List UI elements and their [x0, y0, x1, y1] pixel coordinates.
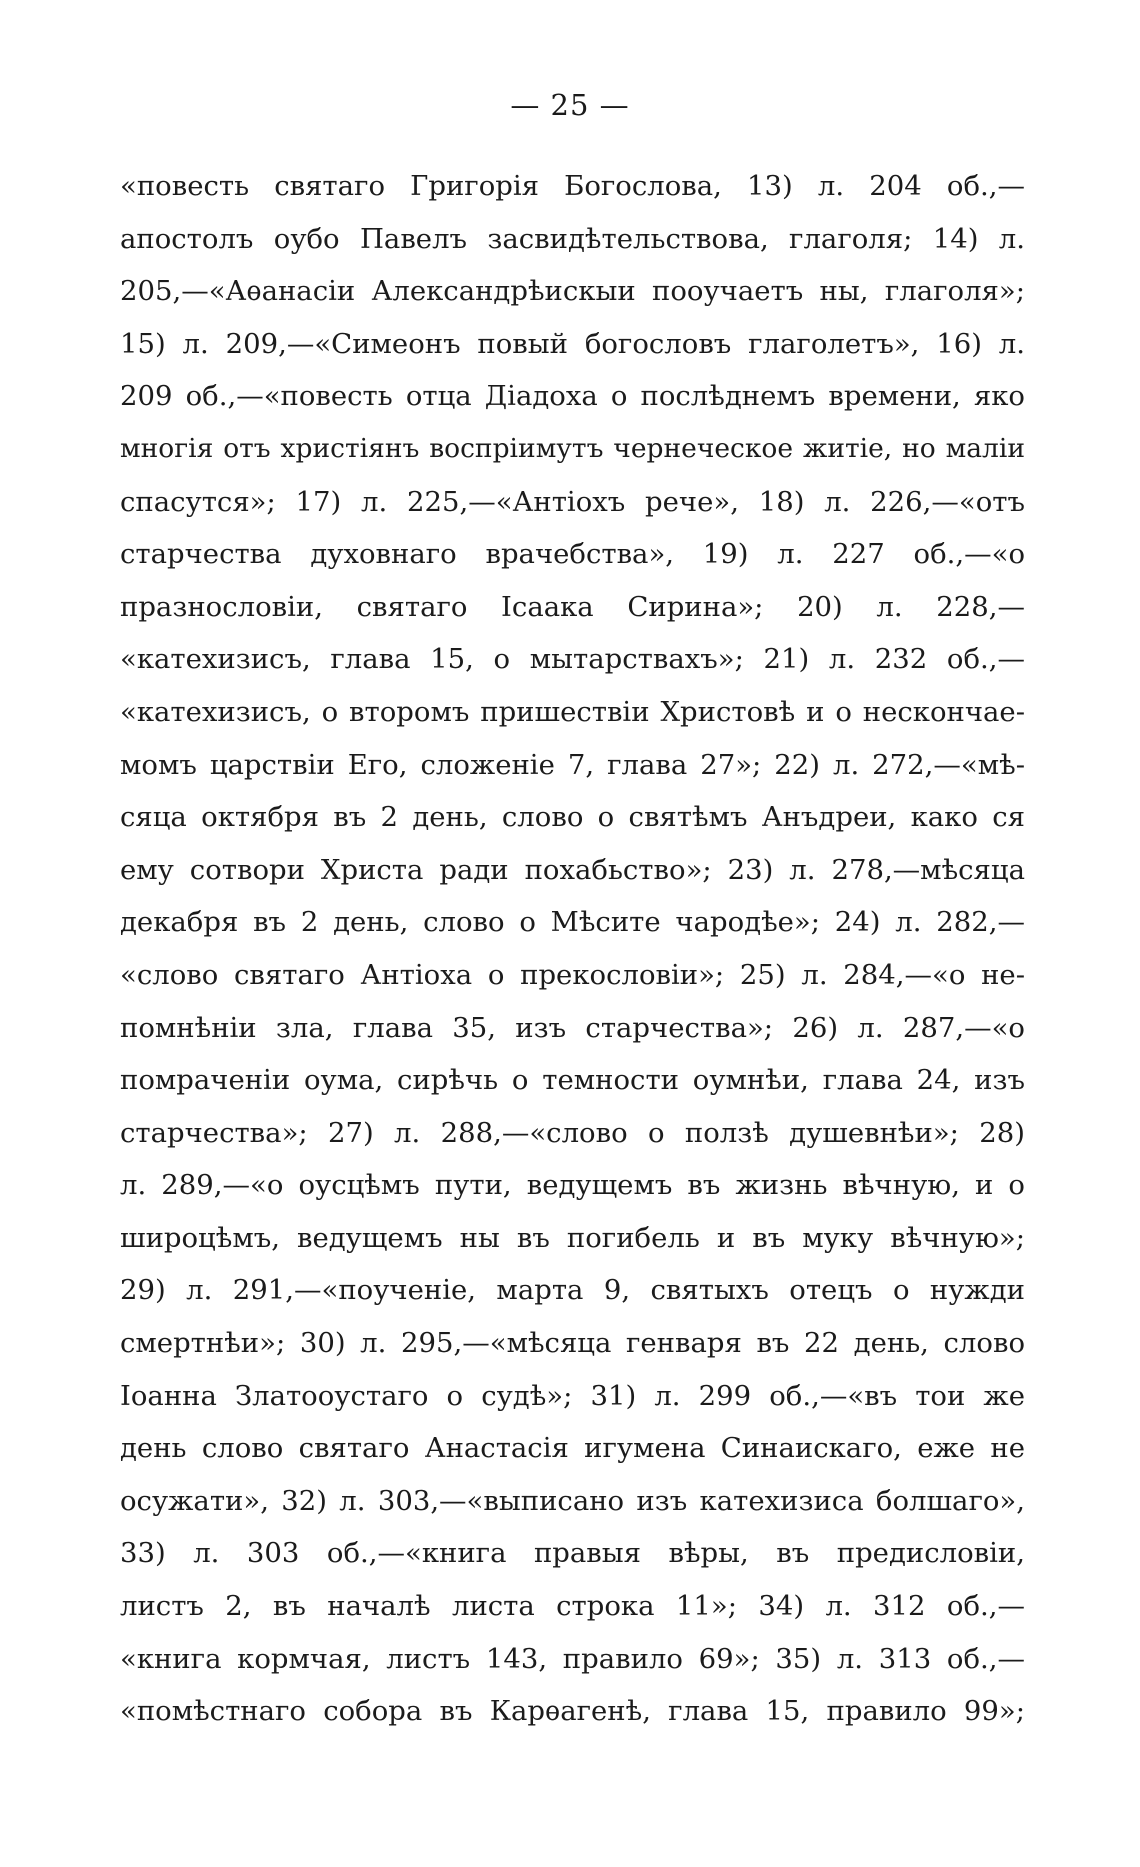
text-line: сяца октября въ 2 день, слово о святѣмъ Анъдреи, како ся [120, 801, 1025, 834]
text-line: ему сотвори Христа ради похабьство»; 23) л. 278,—мѣсяца [120, 853, 1025, 886]
text-line: «слово святаго Антіоха о прекословіи»; 25) л. 284,—«о не- [120, 958, 1025, 991]
text-line: помраченіи оума, сирѣчь о темности оумнѣи, глава 24, изъ [120, 1064, 1025, 1097]
page-number: — 25 — [510, 88, 630, 122]
text-line: листъ 2, въ началѣ листа строка 11»; 34) л. 312 об.,— [120, 1590, 1025, 1623]
text-line: многія отъ христіянъ воспріимутъ чернеческое житіе, но маліи [120, 432, 1025, 464]
text-line: осужати», 32) л. 303,—«выписано изъ катехизиса болшаго», [120, 1484, 1025, 1517]
text-line: момъ царствіи Его, сложеніе 7, глава 27»; 22) л. 272,—«мѣ- [120, 748, 1025, 781]
text-line: 29) л. 291,—«поученіе, марта 9, святыхъ отецъ о нужди [120, 1274, 1025, 1307]
text-line: помнѣніи зла, глава 35, изъ старчества»; 26) л. 287,—«о [120, 1011, 1025, 1044]
text-line: «повесть святаго Григорія Богослова, 13) л. 204 об.,— [120, 170, 1025, 202]
text-line: день слово святаго Анастасія игумена Синаискаго, еже не [120, 1432, 1025, 1465]
text-line: 205,—«Аѳанасіи Александрѣискыи пооучаетъ ны, глаголя»; [120, 275, 1025, 308]
text-line: спасутся»; 17) л. 225,—«Антіохъ рече», 18) л. 226,—«отъ [120, 485, 1025, 518]
text-line: 209 об.,—«повесть отца Діадоха о послѣднемъ времени, яко [120, 380, 1025, 413]
text-line: «помѣстнаго собора въ Карѳагенѣ, глава 15, правило 99»; [120, 1695, 1025, 1728]
text-line: л. 289,—«о оусцѣмъ пути, ведущемъ въ жизнь вѣчную, и о [120, 1169, 1025, 1202]
text-line: 33) л. 303 об.,—«книга правыя вѣры, въ предисловіи, [120, 1537, 1025, 1570]
text-line: «катехизисъ, глава 15, о мытарствахъ»; 21) л. 232 об.,— [120, 643, 1025, 676]
text-line: Іоанна Златооустаго о судѣ»; 31) л. 299 об.,—«въ тои же [120, 1379, 1025, 1412]
text-line: празнословіи, святаго Ісаака Сирина»; 20) л. 228,— [120, 590, 1025, 623]
text-line: декабря въ 2 день, слово о Мѣсите чародѣе»; 24) л. 282,— [120, 906, 1025, 939]
text-line: смертнѣи»; 30) л. 295,—«мѣсяца генваря въ 22 день, слово [120, 1327, 1025, 1360]
text-body [120, 160, 1025, 1738]
text-line: широцѣмъ, ведущемъ ны въ погибель и въ муку вѣчную»; [120, 1221, 1025, 1254]
text-line: апостолъ оубо Павелъ засвидѣтельствова, глаголя; 14) л. [120, 222, 1025, 255]
text-line: «книга кормчая, листъ 143, правило 69»; 35) л. 313 об.,— [120, 1642, 1025, 1675]
text-line: старчества духовнаго врачебства», 19) л. 227 об.,—«о [120, 538, 1025, 571]
text-line: «катехизисъ, о второмъ пришествіи Христовѣ и о нескончае- [120, 695, 1025, 728]
text-line: 15) л. 209,—«Симеонъ повый богословъ глаголетъ», 16) л. [120, 327, 1025, 360]
text-line: старчества»; 27) л. 288,—«слово о ползѣ душевнѣи»; 28) [120, 1116, 1025, 1149]
